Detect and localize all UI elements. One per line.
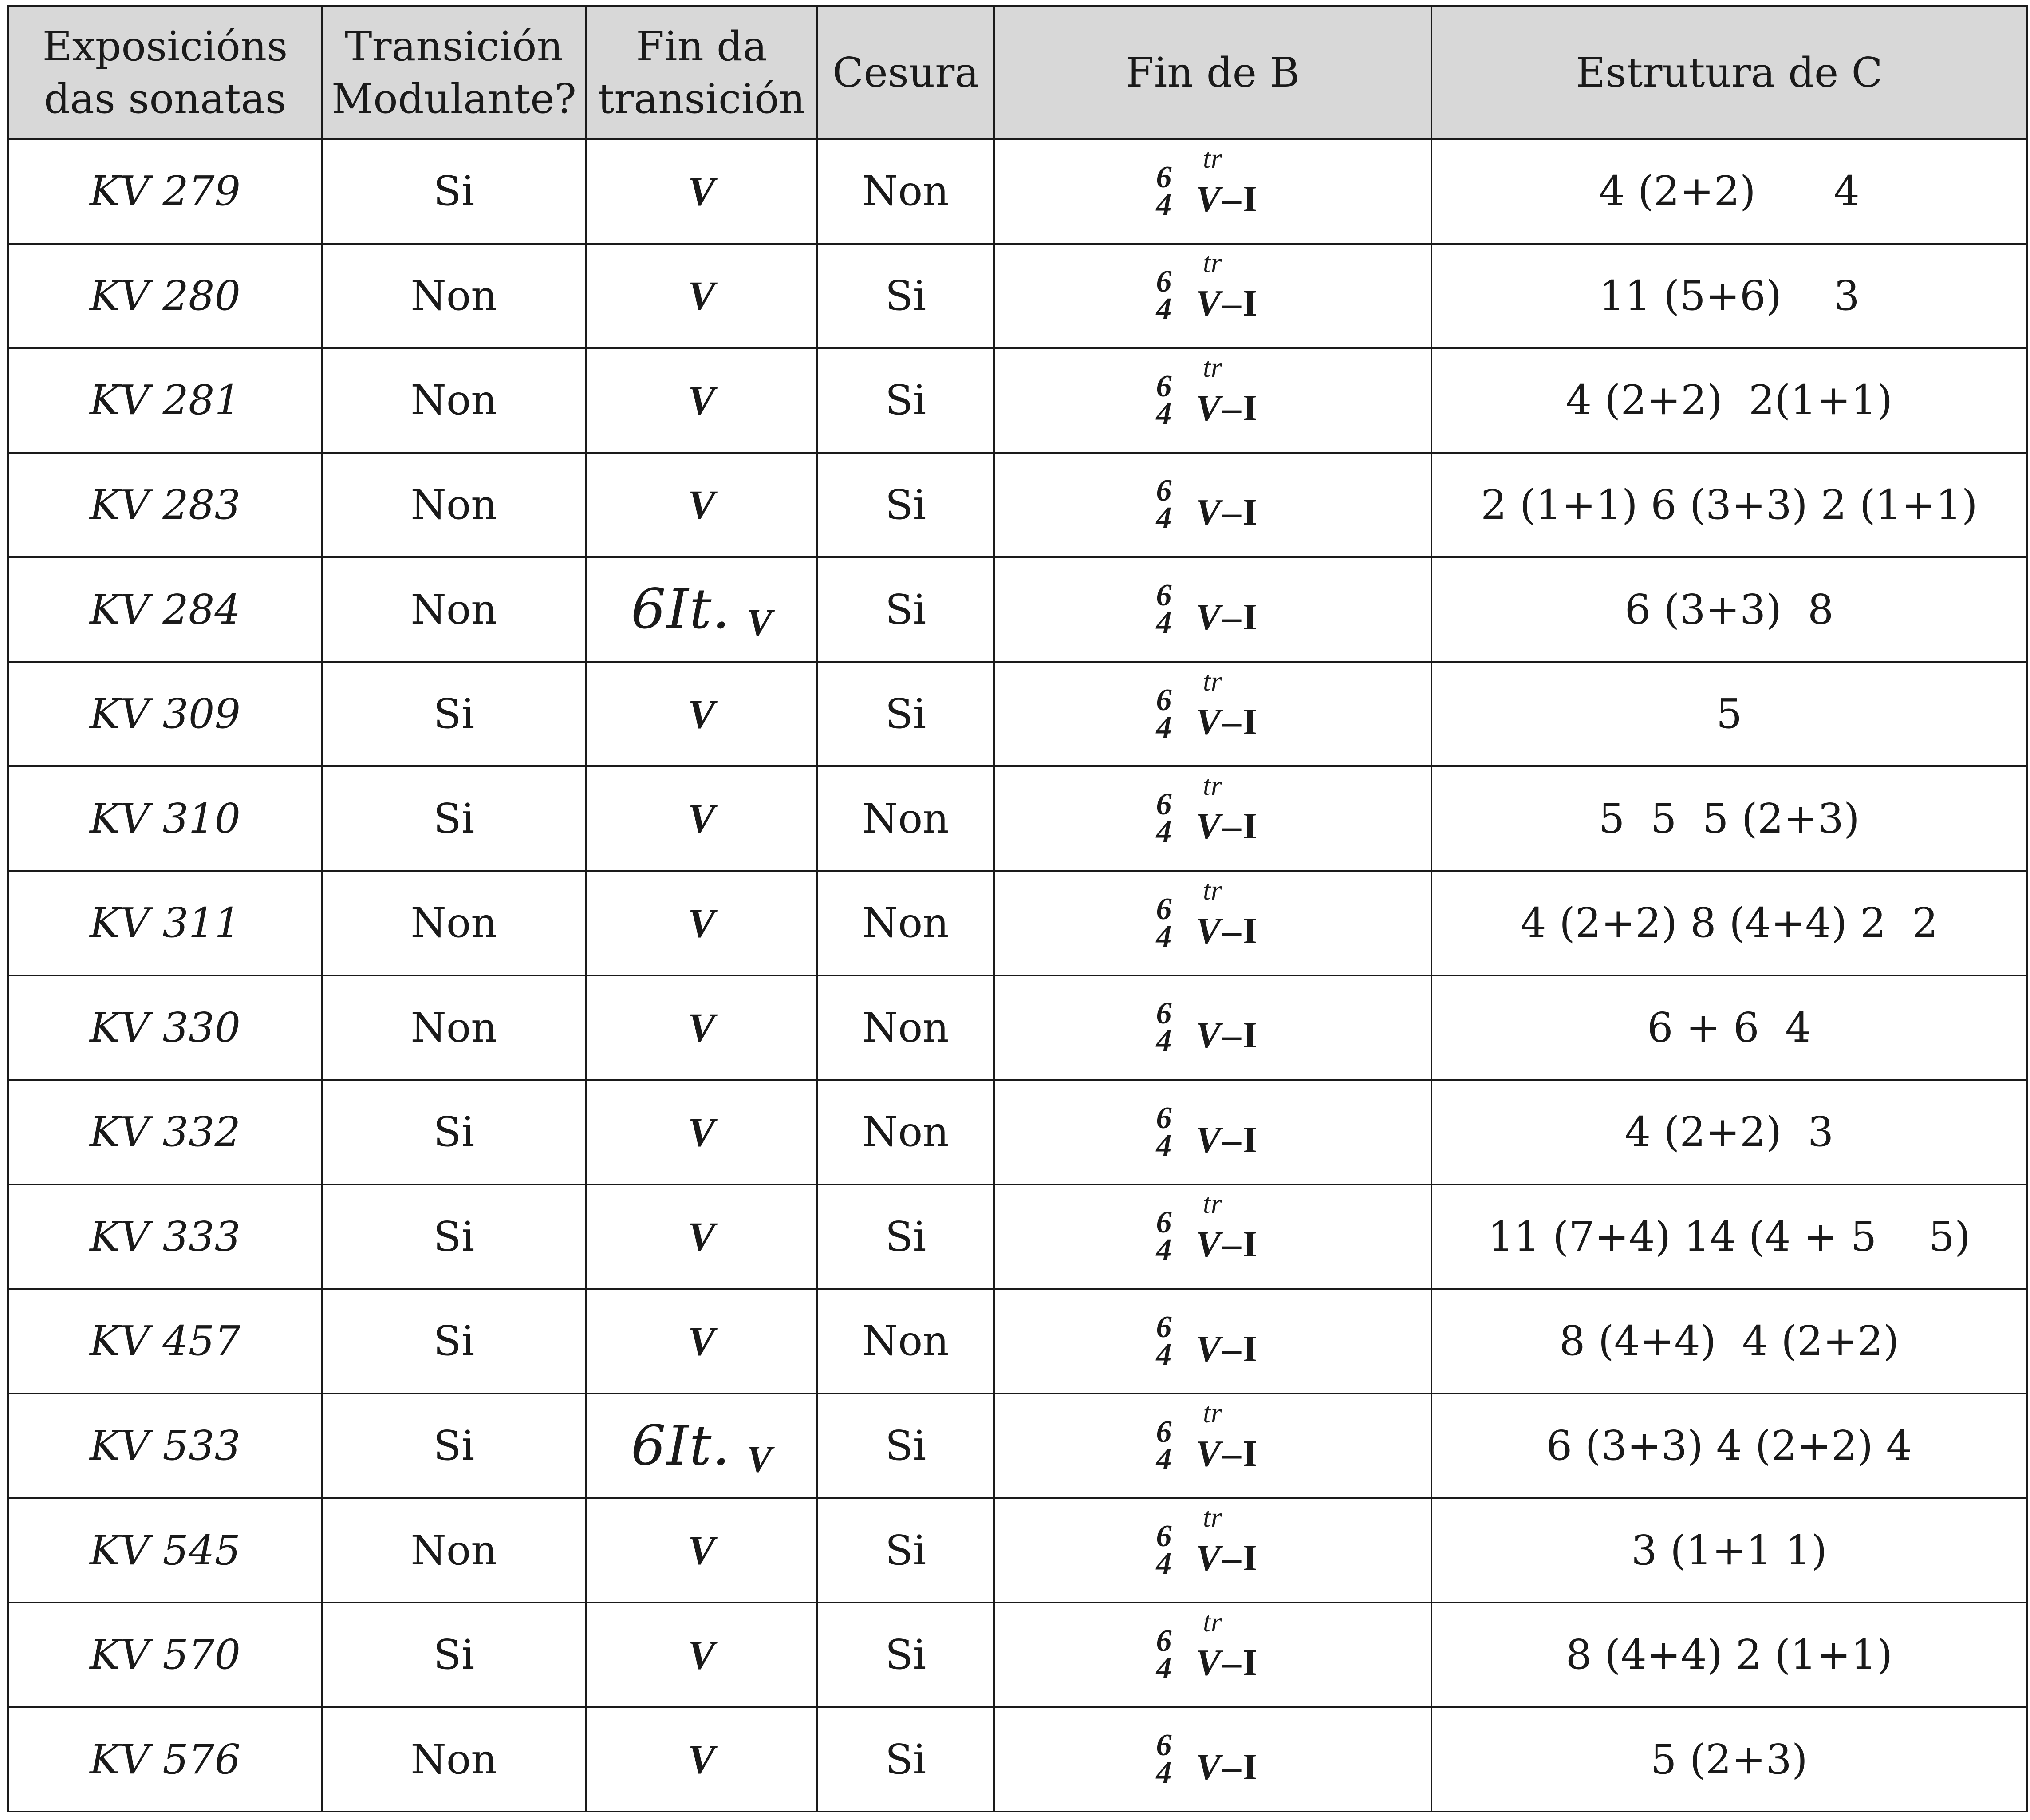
cadence-dash: – [1222, 1015, 1242, 1056]
trill-mark: tr [1203, 1606, 1222, 1638]
table-row [8, 348, 2027, 453]
figure-four: 4 [1156, 396, 1172, 431]
figure-four: 4 [1156, 710, 1172, 745]
figured-bass [1151, 1519, 1177, 1581]
transicion-modulante-cell: Si [322, 1394, 586, 1498]
transicion-modulante-cell: Si [322, 1080, 586, 1184]
v-i-cadence [1196, 1330, 1257, 1368]
figured-bass [1151, 1623, 1177, 1686]
cadential-six-four [1146, 247, 1279, 340]
v-i-cadence [1196, 703, 1257, 741]
cadential-six-four [1146, 1188, 1279, 1281]
cadence-dash: – [1222, 1746, 1242, 1788]
figure-six: 6 [1156, 683, 1172, 717]
cadential-six-four [1146, 565, 1279, 654]
chord-v: V [1196, 1328, 1221, 1370]
table-row [8, 557, 2027, 662]
cesura-cell: Non [817, 871, 994, 975]
cadential-six-four [1146, 1501, 1279, 1595]
chord-v: V [1196, 1433, 1221, 1474]
chord-v: V [1196, 492, 1221, 533]
table-row [8, 1080, 2027, 1184]
fin-transicion-cell: V [586, 1289, 817, 1394]
v-i-cadence [1196, 387, 1257, 429]
transicion-modulante-cell: Si [322, 1289, 586, 1394]
cesura-cell: Si [817, 1394, 994, 1498]
transicion-modulante-cell: Si [322, 1603, 586, 1707]
figure-six: 6 [1156, 996, 1172, 1031]
estrutura-c-cell: 3 (1+1 1) [1431, 1498, 2027, 1603]
cadence-dash: – [1222, 387, 1242, 429]
estrutura-c-cell: 6 (3+3) 8 [1431, 557, 2027, 662]
figure-six: 6 [1156, 1101, 1172, 1135]
header-fin-b: Fin de B [994, 6, 1431, 139]
figure-six: 6 [1156, 1310, 1172, 1344]
cadential-six-four [1146, 1297, 1279, 1386]
fin-transicion-cell [586, 557, 817, 662]
chord-v: V [1196, 1746, 1221, 1788]
cesura-cell: Si [817, 662, 994, 766]
figure-six: 6 [1156, 1205, 1172, 1240]
transicion-modulante-cell: Non [322, 871, 586, 975]
estrutura-c-cell: 5 [1431, 662, 2027, 766]
cesura-cell: Si [817, 1707, 994, 1812]
table-row [8, 766, 2027, 871]
chord-v: V [1196, 387, 1221, 429]
transicion-modulante-cell: Non [322, 244, 586, 348]
transicion-modulante-cell: Si [322, 662, 586, 766]
fin-transicion-cell: V [586, 139, 817, 244]
figure-four: 4 [1156, 606, 1172, 640]
cadence-dash: – [1222, 283, 1242, 324]
chord-i: I [1243, 910, 1257, 951]
cesura-cell: Si [817, 557, 994, 662]
figure-four: 4 [1156, 187, 1172, 222]
fin-b-cell [994, 871, 1431, 975]
fin-b-cell [994, 348, 1431, 453]
table-row [8, 1603, 2027, 1707]
estrutura-c-cell: 2 (1+1) 6 (3+3) 2 (1+1) [1431, 453, 2027, 557]
transicion-modulante-cell: Non [322, 557, 586, 662]
figure-six: 6 [1156, 1623, 1172, 1658]
figure-six: 6 [1156, 474, 1172, 508]
fin-b-cell [994, 1184, 1431, 1289]
v-i-cadence [1196, 1644, 1257, 1682]
fin-b-cell [994, 1498, 1431, 1603]
fin-transicion-cell: V [586, 1707, 817, 1812]
fin-b-cell [994, 1080, 1431, 1184]
table-row [8, 1498, 2027, 1603]
trill-mark: tr [1203, 142, 1222, 174]
figure-six: 6 [1156, 160, 1172, 194]
sonata-cell: KV 280 [8, 244, 322, 348]
chord-i: I [1243, 596, 1257, 638]
chord-i: I [1243, 1537, 1257, 1579]
figure-six: 6 [1156, 787, 1172, 822]
sonata-cell: KV 283 [8, 453, 322, 557]
fin-b-cell [994, 139, 1431, 244]
figure-four: 4 [1156, 1337, 1172, 1372]
fin-transicion-cell: V [586, 348, 817, 453]
cadential-six-four [1146, 983, 1279, 1072]
v-i-cadence [1196, 805, 1257, 847]
chord-v: V [1196, 701, 1221, 742]
cesura-cell: Si [817, 1603, 994, 1707]
figured-bass [1151, 1728, 1177, 1790]
figured-bass [1151, 787, 1177, 849]
chord-v: V [1196, 805, 1221, 847]
estrutura-c-cell: 11 (7+4) 14 (4 + 5 5) [1431, 1184, 2027, 1289]
table-row [8, 1289, 2027, 1394]
header-estrutura-c: Estrutura de C [1431, 6, 2027, 139]
figured-bass [1151, 369, 1177, 431]
figure-four: 4 [1156, 1024, 1172, 1058]
cadential-six-four [1146, 1606, 1279, 1699]
transicion-modulante-cell: Si [322, 139, 586, 244]
transicion-modulante-cell: Si [322, 1184, 586, 1289]
chord-i: I [1243, 1328, 1257, 1370]
figured-bass [1151, 1310, 1177, 1372]
v-i-cadence [1196, 1121, 1257, 1159]
table-body [8, 139, 2027, 1812]
fin-transicion-cell: V [586, 1184, 817, 1289]
chord-i: I [1243, 492, 1257, 533]
fin-transicion-cell [586, 1394, 817, 1498]
cadence-dash: – [1222, 1119, 1242, 1161]
chord-i: I [1243, 805, 1257, 847]
v-i-cadence [1196, 285, 1257, 322]
chord-v: V [1196, 1119, 1221, 1161]
fin-b-cell [994, 1289, 1431, 1394]
v-i-cadence [1196, 596, 1257, 638]
fin-b-cell [994, 244, 1431, 348]
figured-bass [1151, 892, 1177, 954]
fin-transicion-cell: V [586, 766, 817, 871]
estrutura-c-cell: 4 (2+2) 3 [1431, 1080, 2027, 1184]
figure-six: 6 [1156, 369, 1172, 403]
figure-four: 4 [1156, 1547, 1172, 1581]
figure-four: 4 [1156, 1128, 1172, 1163]
cesura-cell: Non [817, 766, 994, 871]
table-row [8, 453, 2027, 557]
sonata-cell: KV 333 [8, 1184, 322, 1289]
sonata-cell: KV 533 [8, 1394, 322, 1498]
cadence-dash: – [1222, 1433, 1242, 1474]
italian-sixth-chord: 6It. [631, 1413, 731, 1478]
cadence-dash: – [1222, 1537, 1242, 1579]
figure-six: 6 [1156, 1519, 1172, 1554]
chord-v: V [1196, 1537, 1221, 1579]
cadential-six-four [1146, 1715, 1279, 1804]
figure-six: 6 [1156, 265, 1172, 299]
table-row [8, 139, 2027, 244]
cadential-six-four [1146, 665, 1279, 758]
transicion-modulante-cell: Si [322, 766, 586, 871]
cadential-six-four [1146, 1088, 1279, 1176]
transicion-modulante-cell: Non [322, 348, 586, 453]
estrutura-c-cell: 5 (2+3) [1431, 1707, 2027, 1812]
estrutura-c-cell: 8 (4+4) 2 (1+1) [1431, 1603, 2027, 1707]
fin-b-cell [994, 1394, 1431, 1498]
table-row [8, 1394, 2027, 1498]
figured-bass [1151, 1205, 1177, 1267]
header-fin-transicion: Fin da transición [586, 6, 817, 139]
header-sonata: Exposicións das sonatas [8, 6, 322, 139]
cesura-cell: Non [817, 975, 994, 1080]
sonata-cell: KV 310 [8, 766, 322, 871]
figured-bass [1151, 160, 1177, 222]
estrutura-c-cell: 4 (2+2) 8 (4+4) 2 2 [1431, 871, 2027, 975]
fin-b-cell [994, 453, 1431, 557]
trill-mark: tr [1203, 665, 1222, 697]
figured-bass [1151, 683, 1177, 745]
cadential-six-four [1146, 142, 1279, 236]
table-row [8, 662, 2027, 766]
fin-transicion-cell: V [586, 1080, 817, 1184]
figure-six: 6 [1156, 892, 1172, 926]
figured-bass [1151, 1414, 1177, 1477]
v-i-cadence [1196, 912, 1257, 950]
cesura-cell: Si [817, 244, 994, 348]
figure-six: 6 [1156, 1728, 1172, 1763]
estrutura-c-cell: 8 (4+4) 4 (2+2) [1431, 1289, 2027, 1394]
fin-transicion-cell: V [586, 244, 817, 348]
estrutura-c-cell: 4 (2+2) 2(1+1) [1431, 348, 2027, 453]
cesura-cell: Non [817, 1080, 994, 1184]
sonata-cell: KV 279 [8, 139, 322, 244]
chord-v: V [1196, 910, 1221, 951]
v-i-cadence [1196, 1746, 1257, 1788]
cesura-cell: Si [817, 348, 994, 453]
v-i-cadence [1196, 494, 1257, 531]
cadence-dash: – [1222, 178, 1242, 220]
cadential-six-four [1146, 1397, 1279, 1490]
chord-v: V [1196, 283, 1221, 324]
cesura-cell: Si [817, 1184, 994, 1289]
chord-v: V [1196, 178, 1221, 220]
v-i-cadence [1196, 1435, 1257, 1473]
trill-mark: tr [1203, 874, 1222, 906]
fin-b-cell [994, 1603, 1431, 1707]
sonata-cell: KV 311 [8, 871, 322, 975]
chord-i: I [1243, 701, 1257, 742]
cadence-dash: – [1222, 910, 1242, 951]
chord-v: V [1196, 1642, 1221, 1683]
header-transicion-modulante: Transición Modulante? [322, 6, 586, 139]
fin-b-cell [994, 1707, 1431, 1812]
trill-mark: tr [1203, 1188, 1222, 1220]
fin-b-cell [994, 766, 1431, 871]
figure-four: 4 [1156, 1442, 1172, 1477]
cadence-dash: – [1222, 1642, 1242, 1683]
cadential-six-four [1146, 874, 1279, 967]
cadence-dash: – [1222, 701, 1242, 742]
dominant-chord: V [746, 601, 773, 644]
cadence-dash: – [1222, 1328, 1242, 1370]
cadential-six-four [1146, 351, 1279, 445]
cesura-cell: Non [817, 1289, 994, 1394]
trill-mark: tr [1203, 1397, 1222, 1429]
v-i-cadence [1196, 1537, 1257, 1579]
v-i-cadence [1196, 178, 1257, 220]
figured-bass [1151, 996, 1177, 1058]
figure-four: 4 [1156, 919, 1172, 954]
chord-i: I [1243, 387, 1257, 429]
sonata-cell: KV 330 [8, 975, 322, 1080]
figure-four: 4 [1156, 1756, 1172, 1790]
dominant-chord: V [746, 1437, 773, 1480]
table-row [8, 1184, 2027, 1289]
fin-b-cell [994, 662, 1431, 766]
sonata-cell: KV 284 [8, 557, 322, 662]
fin-b-cell [994, 557, 1431, 662]
cadence-dash: – [1222, 1224, 1242, 1265]
figured-bass [1151, 265, 1177, 327]
sonata-cell: KV 570 [8, 1603, 322, 1707]
table-row [8, 1707, 2027, 1812]
fin-transicion-cell: V [586, 453, 817, 557]
cesura-cell: Si [817, 453, 994, 557]
table-row [8, 244, 2027, 348]
sonata-cell: KV 576 [8, 1707, 322, 1812]
transicion-modulante-cell: Non [322, 1707, 586, 1812]
table-row [8, 871, 2027, 975]
fin-transicion-cell: V [586, 1603, 817, 1707]
sonata-cell: KV 332 [8, 1080, 322, 1184]
transicion-modulante-cell: Non [322, 1498, 586, 1603]
estrutura-c-cell: 6 (3+3) 4 (2+2) 4 [1431, 1394, 2027, 1498]
chord-v: V [1196, 596, 1221, 638]
trill-mark: tr [1203, 1501, 1222, 1533]
figure-six: 6 [1156, 1414, 1172, 1449]
header-cesura: Cesura [817, 6, 994, 139]
transicion-modulante-cell: Non [322, 453, 586, 557]
sonata-cell: KV 309 [8, 662, 322, 766]
figure-four: 4 [1156, 1651, 1172, 1686]
trill-mark: tr [1203, 247, 1222, 279]
trill-mark: tr [1203, 770, 1222, 801]
figure-four: 4 [1156, 501, 1172, 536]
fin-transicion-cell: V [586, 662, 817, 766]
chord-v: V [1196, 1224, 1221, 1265]
estrutura-c-cell: 6 + 6 4 [1431, 975, 2027, 1080]
fin-b-cell [994, 975, 1431, 1080]
cadence-dash: – [1222, 596, 1242, 638]
sonata-cell: KV 281 [8, 348, 322, 453]
cesura-cell: Si [817, 1498, 994, 1603]
cadence-dash: – [1222, 492, 1242, 533]
chord-i: I [1243, 178, 1257, 220]
chord-i: I [1243, 1433, 1257, 1474]
fin-transicion-cell: V [586, 975, 817, 1080]
figured-bass [1151, 1101, 1177, 1163]
header-row [8, 6, 2027, 139]
chord-i: I [1243, 1746, 1257, 1788]
figure-four: 4 [1156, 815, 1172, 849]
trill-mark: tr [1203, 351, 1222, 383]
cadential-six-four [1146, 460, 1279, 549]
figure-four: 4 [1156, 1233, 1172, 1267]
sonata-cell: KV 457 [8, 1289, 322, 1394]
estrutura-c-cell: 5 5 5 (2+3) [1431, 766, 2027, 871]
chord-i: I [1243, 1642, 1257, 1683]
v-i-cadence [1196, 1017, 1257, 1054]
chord-i: I [1243, 1015, 1257, 1056]
figure-six: 6 [1156, 578, 1172, 613]
transicion-modulante-cell: Non [322, 975, 586, 1080]
cadential-six-four [1146, 770, 1279, 863]
chord-i: I [1243, 1119, 1257, 1161]
figured-bass [1151, 474, 1177, 536]
cesura-cell: Non [817, 139, 994, 244]
sonata-cell: KV 545 [8, 1498, 322, 1603]
figure-four: 4 [1156, 292, 1172, 327]
fin-transicion-cell: V [586, 1498, 817, 1603]
figured-bass [1151, 578, 1177, 640]
table-row [8, 975, 2027, 1080]
chord-i: I [1243, 1224, 1257, 1265]
chord-v: V [1196, 1015, 1221, 1056]
estrutura-c-cell: 11 (5+6) 3 [1431, 244, 2027, 348]
fin-transicion-cell: V [586, 871, 817, 975]
estrutura-c-cell: 4 (2+2) 4 [1431, 139, 2027, 244]
sonatas-table [7, 5, 2028, 1812]
chord-i: I [1243, 283, 1257, 324]
cadence-dash: – [1222, 805, 1242, 847]
italian-sixth-chord: 6It. [631, 577, 731, 642]
v-i-cadence [1196, 1226, 1257, 1263]
